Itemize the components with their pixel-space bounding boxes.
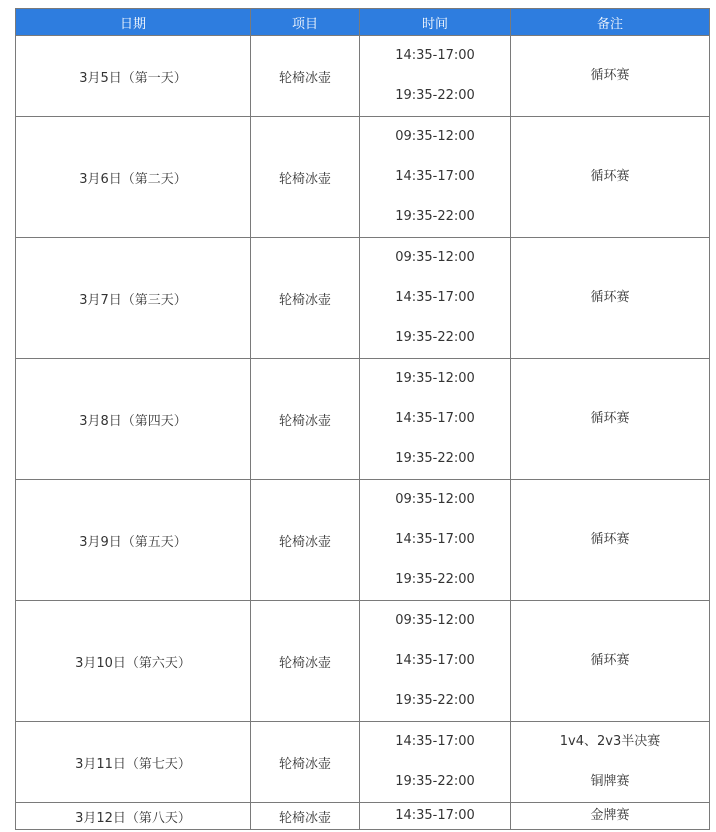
event-cell: 轮椅冰壶	[251, 803, 360, 830]
note-text: 循环赛	[590, 411, 630, 426]
note-text: 1v4、2v3半决赛	[559, 734, 661, 749]
time-slot: 09:35-12:00	[395, 492, 475, 507]
event-cell: 轮椅冰壶	[251, 722, 360, 803]
time-slot: 14:35-17:00	[395, 411, 475, 426]
notes-cell	[511, 238, 710, 359]
note-text: 铜牌赛	[590, 774, 630, 789]
notes-cell	[511, 601, 710, 722]
time-slot: 19:35-22:00	[395, 451, 475, 466]
time-slot: 14:35-17:00	[395, 653, 475, 668]
date-cell: 3月12日（第八天）	[16, 803, 251, 830]
table-row	[16, 601, 710, 722]
table-row	[16, 117, 710, 238]
time-slot: 19:35-22:00	[395, 693, 475, 708]
table-row	[16, 480, 710, 601]
time-slot: 19:35-22:00	[395, 88, 475, 103]
date-cell: 3月8日（第四天）	[16, 359, 251, 480]
note-text: 循环赛	[590, 290, 630, 305]
time-slot: 14:35-17:00	[395, 532, 475, 547]
time-slot: 19:35-22:00	[395, 209, 475, 224]
time-slot: 09:35-12:00	[395, 613, 475, 628]
notes-cell	[511, 36, 710, 117]
schedule-table	[15, 8, 710, 830]
event-cell: 轮椅冰壶	[251, 36, 360, 117]
time-slot: 19:35-12:00	[395, 371, 475, 386]
time-cell	[360, 359, 511, 480]
date-cell: 3月7日（第三天）	[16, 238, 251, 359]
time-cell	[360, 480, 511, 601]
time-cell	[360, 722, 511, 803]
table-row	[16, 36, 710, 117]
time-slot: 14:35-17:00	[395, 734, 475, 749]
notes-cell	[511, 359, 710, 480]
header-notes: 备注	[511, 9, 710, 36]
table-row	[16, 359, 710, 480]
time-cell	[360, 117, 511, 238]
time-cell	[360, 803, 511, 830]
time-slot: 14:35-17:00	[395, 808, 475, 823]
event-cell: 轮椅冰壶	[251, 480, 360, 601]
date-cell: 3月9日（第五天）	[16, 480, 251, 601]
time-slot: 14:35-17:00	[395, 290, 475, 305]
time-slot: 19:35-22:00	[395, 330, 475, 345]
time-slot: 09:35-12:00	[395, 129, 475, 144]
notes-cell	[511, 803, 710, 830]
note-text: 循环赛	[590, 68, 630, 83]
note-text: 循环赛	[590, 532, 630, 547]
event-cell: 轮椅冰壶	[251, 601, 360, 722]
notes-cell	[511, 117, 710, 238]
note-text: 循环赛	[590, 169, 630, 184]
table-row	[16, 722, 710, 803]
time-slot: 14:35-17:00	[395, 48, 475, 63]
date-cell: 3月5日（第一天）	[16, 36, 251, 117]
date-cell: 3月11日（第七天）	[16, 722, 251, 803]
header-date: 日期	[16, 9, 251, 36]
note-text: 循环赛	[590, 653, 630, 668]
note-text: 金牌赛	[590, 808, 630, 823]
time-slot: 19:35-22:00	[395, 774, 475, 789]
time-slot: 09:35-12:00	[395, 250, 475, 265]
time-cell	[360, 238, 511, 359]
time-slot: 19:35-22:00	[395, 572, 475, 587]
header-row	[16, 9, 710, 36]
date-cell: 3月6日（第二天）	[16, 117, 251, 238]
event-cell: 轮椅冰壶	[251, 238, 360, 359]
time-cell	[360, 36, 511, 117]
time-slot: 14:35-17:00	[395, 169, 475, 184]
notes-cell	[511, 480, 710, 601]
notes-cell	[511, 722, 710, 803]
event-cell: 轮椅冰壶	[251, 359, 360, 480]
table-body	[16, 36, 710, 830]
event-cell: 轮椅冰壶	[251, 117, 360, 238]
header-time: 时间	[360, 9, 511, 36]
table-row	[16, 803, 710, 830]
date-cell: 3月10日（第六天）	[16, 601, 251, 722]
header-event: 项目	[251, 9, 360, 36]
table-row	[16, 238, 710, 359]
time-cell	[360, 601, 511, 722]
